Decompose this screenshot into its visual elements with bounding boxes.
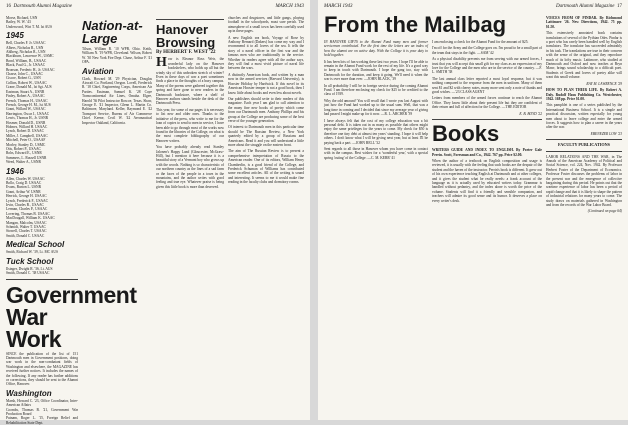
mailbag-column-a [324,40,428,414]
column-4 [228,16,304,414]
name-entry: Bronson, Frederic H., Jr. USAAC [6,67,55,72]
name-entry: Grant, Willard W., USAAC [6,107,46,112]
name-entry: Chasse, John C., USAAC [6,72,43,77]
names-list-washington [6,399,78,425]
name-entry: Lynch, Frederick F., USAAC [6,198,49,203]
name-entry: Harrington, Oscar J., USAAC [6,111,50,116]
section-tuck: Tuck School [6,256,54,266]
drop-cap: H [156,55,167,71]
name-entry: Crane, Donald M., lst Sgt. AUS [6,85,52,90]
name-entry: Ahlberg, Nicholas R., USN [6,50,46,55]
mailbag-letter: I have always felt that the cost of my college education was a bit personal debt. It is taken out in as many as possible that others might enjoy the same privileges for the years to come. My check for $50 is therefore one tiny debt at almost ten years' standing. I hope it will help others. I don't know what I will be giving next year, but at least I'll be paying back a part. —JOHN BELL '32 [324,118,428,145]
names-list-tuck [6,267,78,276]
name-entry: Herrick, George H. USAAC [6,194,47,199]
name-entry: Mangan, Malcolm, USAAC [6,220,47,225]
book-review-text: This pamphlet is one of a series published by the International Business School. It is a simple and practical discussion, written especially for young men about to leave college and enter the armed forces. It suggests how to plan a career in the years after the war. [546,103,622,130]
magazine-title: Dartmouth Alumni Magazine [13,4,73,9]
right-page [318,0,628,420]
name-entry: Schmidt, Walter T. USAAC [6,225,46,230]
hanover-headline: Hanover Browsing [156,22,216,50]
continued-note: (Continued on page 64) [587,209,622,214]
book-review-text: This extensively annotated book contains translations of several of the Pythian Odes. Pindar is a poet who has rarely been handled well by English translators. The translator has succeeded admirably in his task. The translations are true in their concern with the sense of the original, and they reproduce much of its lofty music. Lattimore, who studied at Dartmouth and Oxford and now teaches at Bryn Mawr, brings sound scholarship to a difficult poet. Students of Greek and lovers of poetry alike will want this small volume. [546,31,622,80]
name-entry: Lerman, Charles P., USAAC [6,207,48,212]
name-entry: Ciscoe, Robert G., USN [6,76,41,81]
name-entry: Stowell, Charles T. USAAC [6,229,47,234]
name-entry: Rohs, Edward E., USNR [6,151,42,156]
names-list-medical [6,250,78,254]
hanover-cont-4: Our publishers should write to their readers of this magazine. Each year I am glad to call attention to the many fine new books of poetry which come from our Dartmouth men. Anthony Phillips and his group at the College are producing some of the best verse of the younger generation. [228,96,304,123]
running-head [6,4,304,14]
faculty-publications-heading: FACULTY PUBLICATIONS [557,142,610,148]
section-washington: Washington [6,388,52,398]
mailbag-letter: IN HANOVER GIFTS to the Alumni Fund many men and former servicemen contributed. For the first time the letters are an index of how the alumni are on active duty. With the College it is your duty to hold together. [324,40,428,58]
divider [6,279,78,280]
nation-intro: Tilson, William B. '10 WPB, Ohio. Keith, William N. '19 WPB, Cleveland. Wilson, Robert W. '30 New York Fire Dept. Chase, Arthur F. '41 OPA. [82,47,152,65]
mailbag-letter: Sent regards to all those in Hanover whom you have come in contact with in the campus. Best wishes for a 'wonderful year,' with a special spring 'outing' of the College. —C. M. KERR '41 [324,146,428,160]
name-entry: Lovering, Thomas B. USAAC [6,211,50,216]
name-entry: Morley, Stanley D., USMC [6,142,46,147]
name-entry: Evans, Burton L. USNR [6,185,42,190]
mailbag-letter: It has been lots of fun working these last two years. I hope I'll be able to remain in the Alumni Fund work for the rest of my life. It's a good way to keep in touch with Dartmouth. I hope the gang too, stay with Dartmouth for the duration, and keep it going. We'll need it when the war is over more than ever. —JOHN BLACK, '39 [324,59,428,82]
mailbag-headline: From the Mailbag [324,12,507,37]
mailbag-signoff: E. B. BOYD '22 [519,111,542,116]
mailbag-letter: Why the odd amount? You will recall that I wrote you last August with just how the Fund had worked up to the usual sum. Well, that was a long time in coming and I decided that since my average year of giving had passed I might make up for it now. —R. L. ARCHER '39 [324,98,428,117]
nation-block [82,16,224,189]
divider [546,139,622,140]
hanover-cont-3: A distinctly American book, and written by a man now in the armed services (Harvard University), is Hoosier Holiday by Hardwick. If this novel in its American Hoosier temper is not a good book, then I know little about books and even less about novels. [228,72,304,95]
issue-date: MARCH 1943 [275,4,304,9]
review-signature: EBENEZER LOW '23 [590,131,622,136]
name-entry: Bell, Charles F. Jr. USAAC [6,41,46,46]
names-list-1945 [6,41,78,164]
name-entry: Putnam, Roger L. '15, Foreign Relief and Rehabilitation State Dept. [6,416,78,425]
divider [432,119,542,120]
name-entry: Eastman, Stuart A., USNR [6,89,45,94]
mailbag-letter: Letters from members of the armed forces continue to reach the Alumni Office. They know little about their present life but they are confident of their return and full of affection for the College. —THE EDITOR [432,96,542,110]
name-entry: Coombs, Thomas B. '21, Government War Production Board [6,407,78,416]
nation-col [82,16,152,189]
book-review-title: WRITERS GUIDE AND INDEX TO ENGLISH. By Porter Gale Perrin. Scott, Foresman and Co., 1942. 767 pp. Price $2.00. [432,148,542,157]
hanover-body-2: This year, for some of our pages it is necessary to list new and older ones. Thanks to the initiative of the press, who write to me for the loan of copies to send to men in service, I have been able to go through most of the works now found in the libraries of the College, on what is the most complete bibliography of our Hanover writers. [156,107,224,143]
name-entry: Blackburn, Lawrence W., USMC [6,54,54,59]
govt-headline: Government War Work [6,281,137,352]
name-entry: MacDougall, William K. USAAC [6,216,55,221]
divider [546,151,622,152]
name-entry: Morse, Richard, USN [6,16,38,20]
mailbag-letter: The last annual class letter reported a most loyal response, but it was nothing compared to the response from the men in uniform. Many of them sent $1 and $2 with cheery notes, many more sent only a note of thanks and good wishes. —'23 CLASS AGENT [432,76,542,95]
divider [156,19,224,20]
name-entry: Smith, Donald C. '38 USAAC [6,271,50,276]
name-entry: Hosmer, Donald D., USNR [6,120,46,125]
name-entry: Holmes, Willard H. USAAC [6,124,48,129]
name-entry: Weed, Walter A., USNR [6,160,41,165]
name-entry: French, Thomas H., USAAC [6,98,48,103]
mailbag-letter: As a physical disability prevents me from serving with our armed forces, I trust that you will accept this small gift for my class as an expression of my love for the College and the men who are in the service of the country. —F. L. SMITH '38 [432,57,542,75]
name-entry: Ilsinger, Dwight R. '36, Lt. AUS [6,266,53,271]
books-headline: Books [432,121,500,147]
name-entry: Marsh, Howard C. '23, Office Coordinator, Inter-American Affairs [6,398,78,408]
hanover-cont-1: churches and drugstores, and little gangs, playing football in the schoolyards, must sure perish. The atmosphere of a small town has been carefully used up in these pages. [228,16,304,34]
mailbag-letter: I'm off for the Army and the College goes on. I'm proud to be a small part of the team that stays in the fight. —SAM '42 [432,46,542,55]
name-entry: Smith, Donald C. USAAC [6,233,45,238]
mailbag-letter: In all probability I will be in foreign service during the coming Alumni Fund. I am therefore enclosing my check for $25 to be credited to the class of 1939. [324,83,428,97]
name-entry: Mitchell, Peter O., USAAF [6,138,46,143]
mailbag-header [324,14,542,36]
name-entry: Smith, Richard W. '39, Lt. MC AUS [6,250,58,255]
name-entry: Lewis, Thomas H., Jr. USNR [6,116,49,121]
name-entry: Bond, William, B., USAAC [6,58,47,63]
section-aviation: Aviation [82,66,114,76]
name-entry: Albers, Nicholas R., USN [6,45,44,50]
page-number: 16 [6,4,11,9]
mailbag-letter: I am enclosing a check for the Alumni Fund for the amount of $25. [432,40,529,44]
name-entry: Collins, Robert W., USAAC [6,80,47,85]
name-entry: Finley, Robert A., USAAC [6,94,45,99]
hanover-cont-2: A new English sea book, Voyage of Rose by Anthony Bernard (Dakers) has come my way and I recommend it to all lovers of the sea. It tells the story of a naval officer in the first war and the famous men who are traditionally in the service. Whether its readers agree with all the author says, they will find a most vivid picture of naval life between the wars. [228,35,304,71]
book-review-title: VOICES FROM OF PINDAR. By Richmond Lattimore '26. New Directions, 1942. 75 pp. $1.50. [546,16,622,29]
hanover-cont-6: The aim of The Russian Review is to present a comprehensive interpretation of Russia to the American reader. One of its editors, William Henry Chamberlin, is a good friend of the College, and Frederick Schuman of Williams has contributed some excellent articles. All of the writing is sound and interesting. It seems to me it would make fine reading in the faculty clubs and dormitory rooms. [228,149,304,185]
issue-date: MARCH 1943 [324,4,353,9]
names-list-top [6,16,78,29]
faculty-publications-text: LABOR RELATIONS AND THE WAR, in The Annals of the American Academy of Political and Social Science, vol. 224, Nov. 1942. By Professor Herbert Foster of the Department of Economics. Professor Foster discusses the problems of labor in the present war and the emergence of collective bargaining during this period. He points out that the wartime experience of labor has been a period of rapid change and that it is likely to shape the pattern of industrial relations for many years to come. The study draws on materials gathered in Washington and from the records of the War Labor Board. [546,154,622,208]
name-entry: Lynch, Robert D. USAAC [6,129,45,134]
section-medical: Medical School [6,240,65,250]
hanover-body-3: You have probably already read Stanley Jalonen's Happy Land (Gloucester, McGraw-Hill), but I mention it here because it is a beautiful story of a Vermont boy who grows up with the woods. Nothing is so characteristic of our northern country as the lines of a sad farm or the faces of the people in a town in the mountains, and the author writes with good feeling and true eye. Whatever praise is being given this little book is more than deserved. [156,145,225,189]
name-entry: Bollo, Craig D. USAAC [6,181,42,185]
name-entry: Underwood, Wirt T. M. lst AUS [6,24,52,29]
names-list-1946 [6,177,78,239]
hanover-col [156,16,224,189]
name-entry: Allen, Charles W. USAAC [6,176,45,181]
aviation-text: Clark, Howard M. '29 Physician, Douglas Aircraft Co. Portland, Oregon. Lovell, Frederick R. '18 Chief, Engineering Corps, American Air Parties. Eastman, Samuel K. '28 Caye Transcontinental Air Lines, Omaha. Elgee, Harold '36 Pilot Instructor Roscoe, Texas. Shaw, George E. '41 Inspector, Glenn L. Martin Co. Baltimore, Maryland. Keller, Raymond E. '42 Transport Service, Bureau of Air Commerce Chief. Keene, Cecil W. '42 Aeronautical Inspector Oakland, California. [82,76,152,125]
book-review-title: HOW TO PLAN THEIR LIFE. By Robert A. Daly. Rudolf Haus Publishing Co. Westchester, 1942. 168 pp. Price $1.00. [546,88,622,101]
column-2 [82,16,224,414]
hanover-body-1 [156,57,224,105]
name-entry: Otis, Robert P., USAAC [6,146,41,151]
name-entry: Bailey, W. W. '43 [6,20,31,25]
section-1945: 1945 [6,31,24,41]
book-review-text: When the author of a textbook on English composition and usage is reviewed, it is usually with the feeling that such books are the despair of the student and the haven of the instructor. Perrin's book is different. It grew out of his own experience teaching English at Dartmouth and at other colleges, and it gives the student what he really needs: a frank account of the language as it is actually used by educated writers today. Grammar is handled without pedantry, and the index alone is worth the price of the volume. Students will find it a friendly and sensible companion, and teachers will admire its good sense and its humor. It deserves a place on every writer's desk. [432,158,542,203]
mailbag-column-b [432,40,542,414]
column-reviews [546,16,622,414]
hanover-cont-5: Of interest to Dartmouth men in this particular time should be The Russian Review, a New York quarterly edited by a group of Russians and Americans. Read it and you will understand a little more about the struggle on the eastern front. [228,125,304,147]
name-entry: Miller, J. Campbell, USAAC [6,133,48,138]
name-entry: French, George H. M., lst AUS [6,102,51,107]
hanover-byline: By HERBERT F. WEST '22 [156,50,216,55]
section-1946: 1946 [6,166,24,176]
name-entry: Irvin, Charles B., USAAC [6,203,44,208]
left-page [0,0,310,425]
magazine-title: Dartmouth Alumni Magazine [555,4,615,9]
govt-intro: SINCE the publication of the list of 151 Dartmouth men in Government positions, doing war work in the non-combatant fields of Washington and elsewhere, the MAGAZINE has received further notices. It includes the names of the following. If any reader has further additions or corrections, they should be sent to the Alumni Office, Hanover. [6,351,78,387]
name-entry: Black, Paul G., Jr. USAAC [6,63,46,68]
page-number: 17 [617,4,622,9]
hanover-paragraph: ow is Eleanor Ross Weir, the wonderful lady on the Hanover bookshelves, who holds up all but the windy sky of this unbroken stretch of winter? Even in these days of war a poet sometimes finds a place in the thoughts of a busy campus. Many of the poems were gathered together this spring and have gone to new readers in the Dartmouth bookstore, where a shelf of Hanover authors stands beside the desk of the Dartmouth Press. [156,57,224,106]
name-entry: Grant, Arthur W. USNR [6,189,41,194]
nation-headline: Nation-at-Large [82,18,143,46]
name-entry: Summers, L. Russell USNR [6,155,47,160]
review-signature: RAY M. LAWRENCE '29 [586,81,622,86]
